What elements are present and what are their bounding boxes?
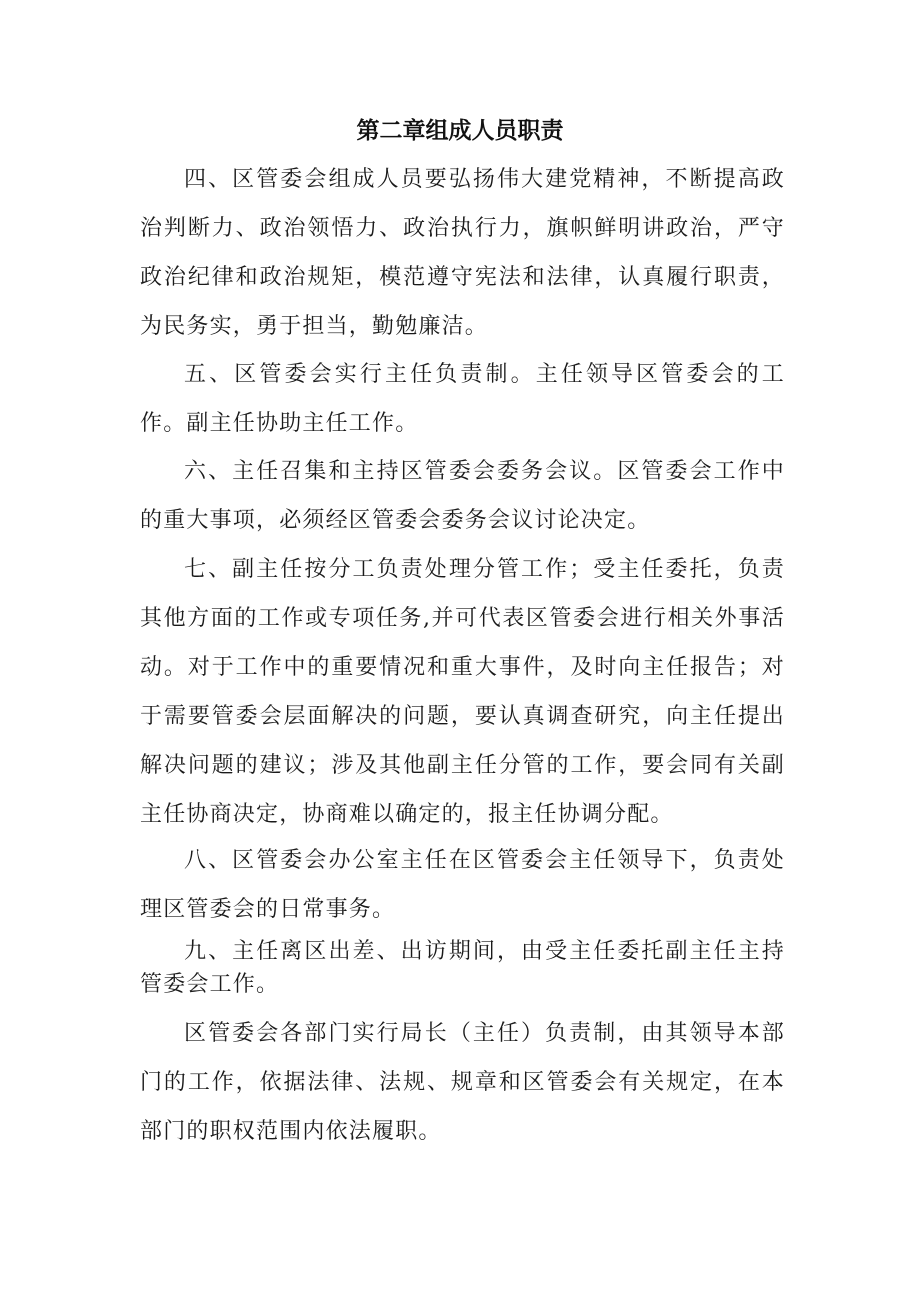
paragraph-article-8: 八、区管委会办公室主任在区管委会主任领导下，负责处理区管委会的日常事务。: [140, 848, 785, 922]
paragraph-article-7: 七、副主任按分工负责处理分管工作；受主任委托，负责其他方面的工作或专项任务,并可代表区管委会进行相关外事活动。对于工作中的重要情况和重大事件，及时向主任报告；对于需要管委会层面解决的问题，要认真调查研究，向主任提出解决问题的建议；涉及其他副主任分管的工作，要会同有关副主任协商决定，协商难以确定的，报主任协调分配。: [140, 557, 785, 827]
paragraph-article-9: 九、主任离区出差、出访期间，由受主任委托副主任主持管委会工作。: [140, 939, 785, 997]
paragraph-article-5: 五、区管委会实行主任负责制。主任领导区管委会的工作。副主任协助主任工作。: [140, 362, 785, 436]
paragraph-article-6: 六、主任召集和主持区管委会委务会议。区管委会工作中的重大事项，必须经区管委会委务会议讨论决定。: [140, 459, 785, 533]
chapter-title: 第二章组成人员职责: [356, 118, 564, 144]
paragraph-article-4: 四、区管委会组成人员要弘扬伟大建党精神，不断提高政治判断力、政治领悟力、政治执行力，旗帜鲜明讲政治，严守政治纪律和政治规矩，模范遵守宪法和法律，认真履行职责，为民务实，勇于担当，勤勉廉洁。: [140, 167, 785, 339]
paragraph-departments: 区管委会各部门实行局长（主任）负责制，由其领导本部门的工作，依据法律、法规、规章和区管委会有关规定，在本部门的职权范围内依法履职。: [140, 1021, 785, 1144]
